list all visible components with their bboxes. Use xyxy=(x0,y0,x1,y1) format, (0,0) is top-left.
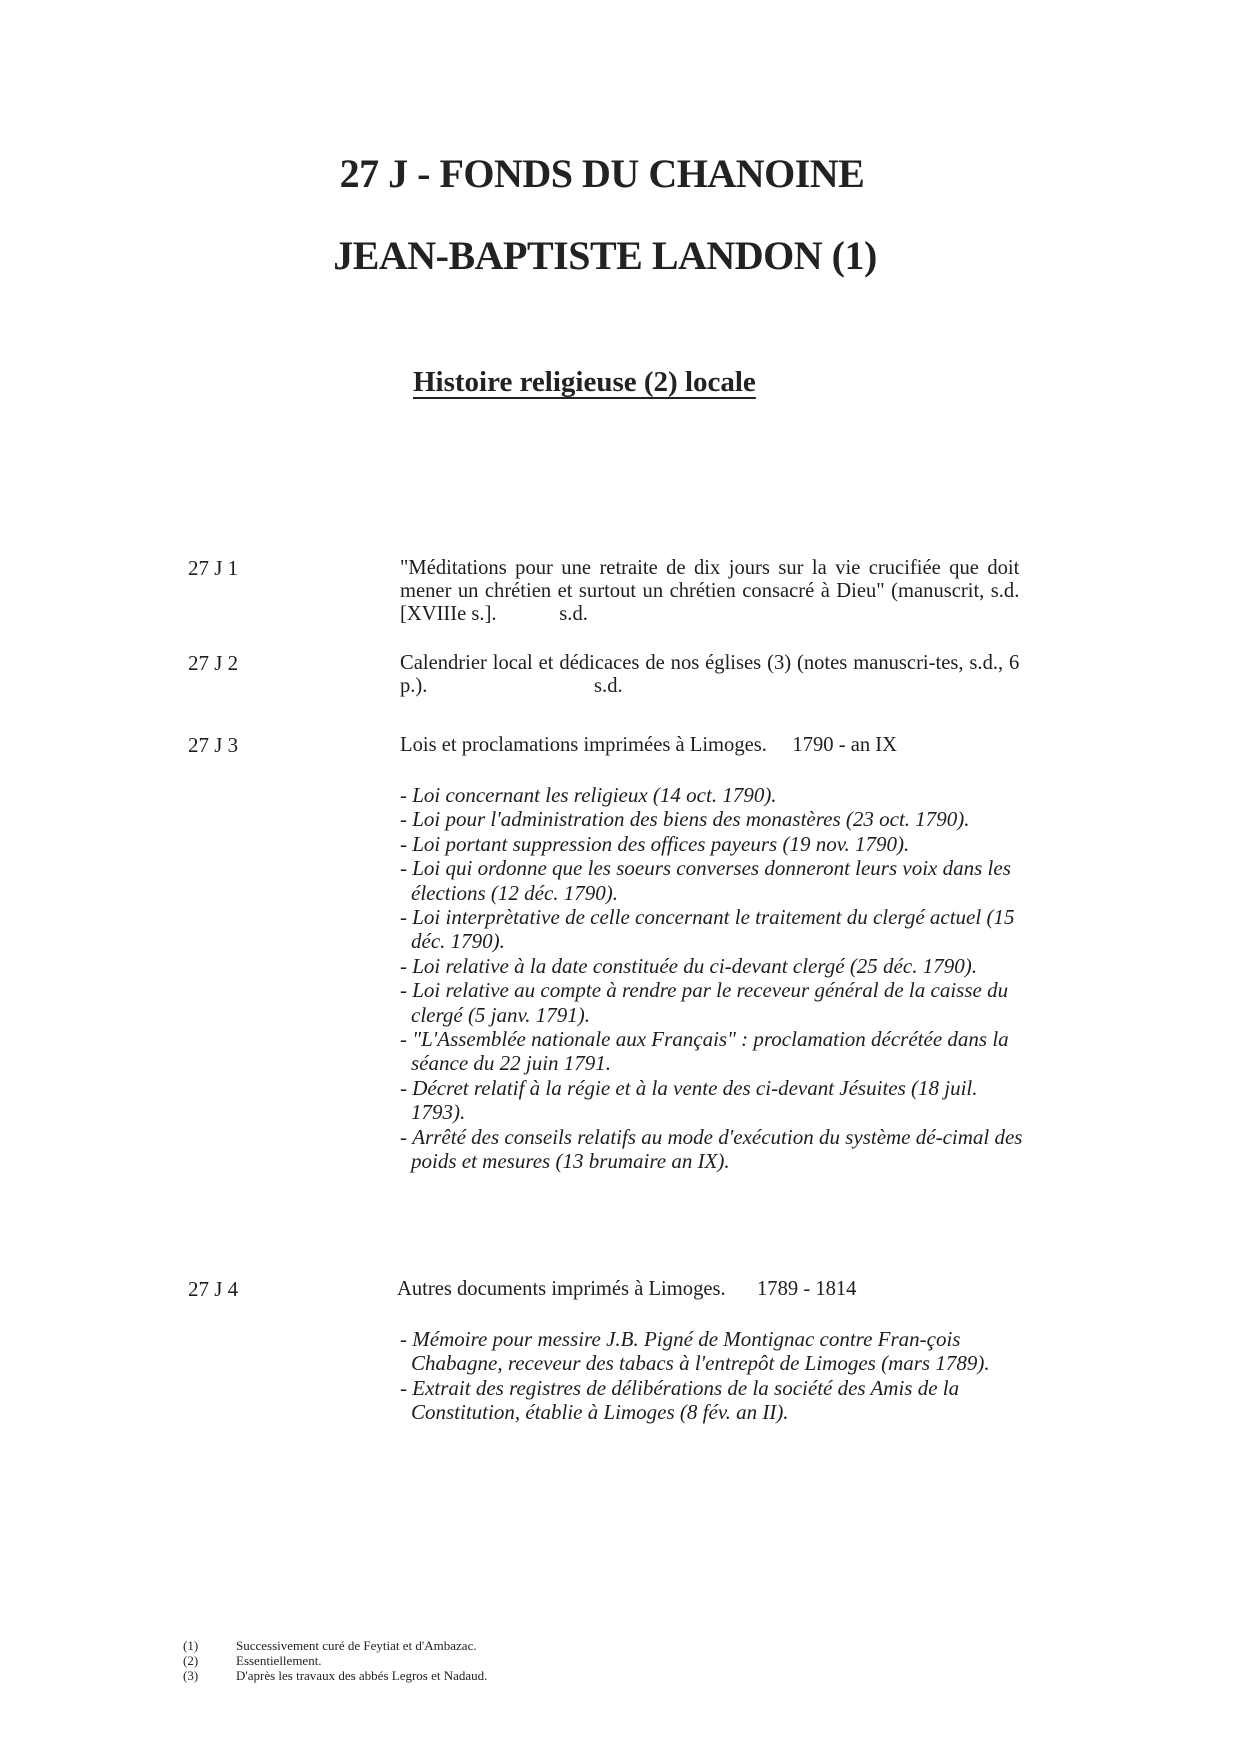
entry-description xyxy=(400,733,1019,756)
entry-description-text: Calendrier local et dédicaces de nos églises (3) (notes manuscri-tes, s.d., 6 p.). xyxy=(400,650,1020,697)
entry-item-list xyxy=(400,1327,1032,1425)
list-item-text: Décret relatif à la régie et à la vente des ci-devant Jésuites (18 juil. 1793). xyxy=(411,1075,978,1125)
entry-code: 27 J 2 xyxy=(188,651,239,675)
footnote xyxy=(183,1668,487,1683)
list-item: - Mémoire pour messire J.B. Pigné de Montignac contre Fran-çois Chabagne, receveur des tabacs à l'entrepôt de Limoges (mars 1789). xyxy=(400,1327,990,1376)
entry-description-text: "Méditations pour une retraite de dix jours sur la vie crucifiée que doit mener un chrétien et surtout un chrétien consacré à Dieu" (manuscrit, s.d. [XVIIIe s.]. xyxy=(400,555,1020,625)
entry-description-text: Autres documents imprimés à Limoges. xyxy=(397,1276,726,1300)
section-title: Histoire religieuse (2) locale xyxy=(413,366,756,398)
footnotes xyxy=(183,1638,487,1683)
entry-description xyxy=(400,556,1019,625)
entry-date: s.d. xyxy=(559,601,588,625)
list-item: - Loi relative au compte à rendre par le receveur général de la caisse du clergé (5 janv. 1791). xyxy=(400,978,1009,1027)
entry-description-text: Lois et proclamations imprimées à Limoges. xyxy=(400,732,767,756)
list-item-text: Loi concernant les religieux (14 oct. 1790). xyxy=(412,783,777,807)
list-item: - Décret relatif à la régie et à la vente des ci-devant Jésuites (18 juil. 1793). xyxy=(400,1075,978,1125)
footnote-number: (1) xyxy=(183,1638,199,1653)
list-item-text: Loi qui ordonne que les soeurs converses donneront leurs voix dans les élections (12 déc. 1790). xyxy=(411,856,1011,905)
list-item: - Extrait des registres de délibérations de la société des Amis de la Constitution, établie à Limoges (8 fév. an II). xyxy=(400,1375,960,1425)
list-item-text: Loi portant suppression des offices payeurs (19 nov. 1790). xyxy=(412,831,910,856)
footnote-number: (3) xyxy=(183,1668,199,1683)
list-item-text: Loi interprètative de celle concernant le traitement du clergé actuel (15 déc. 1790). xyxy=(411,905,1015,954)
list-item: - Loi portant suppression des offices payeurs (19 nov. 1790). xyxy=(400,831,910,856)
list-item-text: Loi relative à la date constituée du ci-devant clergé (25 déc. 1790). xyxy=(412,953,977,978)
list-item: - Loi interprètative de celle concernant le traitement du clergé actuel (15 déc. 1790). xyxy=(400,905,1015,954)
entry-description xyxy=(397,1277,1016,1300)
list-item: - "L'Assemblée nationale aux Français" : proclamation décrétée dans la séance du 22 juin 1791. xyxy=(400,1027,1009,1076)
footnote-text: Essentiellement. xyxy=(236,1653,322,1668)
footnote-number: (2) xyxy=(183,1653,199,1668)
footnote xyxy=(183,1653,487,1668)
footnote-text: D'après les travaux des abbés Legros et Nadaud. xyxy=(236,1668,488,1683)
list-item: - Loi pour l'administration des biens des monastères (23 oct. 1790). xyxy=(400,807,970,832)
list-item-text: "L'Assemblée nationale aux Français" : proclamation décrétée dans la séance du 22 juin 1791. xyxy=(411,1027,1009,1076)
list-item: - Loi concernant les religieux (14 oct. 1790). xyxy=(400,783,777,807)
entry-code: 27 J 3 xyxy=(188,733,239,757)
footnote-text: Successivement curé de Feytiat et d'Ambazac. xyxy=(236,1638,477,1653)
list-item: - Loi qui ordonne que les soeurs converses donneront leurs voix dans les élections (12 déc. 1790). xyxy=(400,856,1011,905)
list-item-text: Arrêté des conseils relatifs au mode d'exécution du système dé-cimal des poids et mesures (13 brumaire an IX). xyxy=(411,1124,1023,1174)
entry-date: s.d. xyxy=(594,673,623,697)
entry-code: 27 J 4 xyxy=(188,1277,239,1301)
entry-item-list xyxy=(400,783,1032,1174)
list-item-text: Loi pour l'administration des biens des monastères (23 oct. 1790). xyxy=(412,807,970,832)
list-item-text: Loi relative au compte à rendre par le receveur général de la caisse du clergé (5 janv. 1791). xyxy=(411,978,1009,1027)
entry-code: 27 J 1 xyxy=(188,556,239,580)
entry-description xyxy=(400,651,1019,697)
title-line-2: JEAN-BAPTISTE LANDON (1) xyxy=(333,233,877,278)
list-item-text: Extrait des registres de délibérations de la société des Amis de la Constitution, établie à Limoges (8 fév. an II). xyxy=(411,1375,960,1425)
footnote xyxy=(183,1638,487,1653)
list-item: - Loi relative à la date constituée du ci-devant clergé (25 déc. 1790). xyxy=(400,953,977,978)
entry-date: 1790 - an IX xyxy=(792,732,898,756)
list-item: - Arrêté des conseils relatifs au mode d'exécution du système dé-cimal des poids et mesures (13 brumaire an IX). xyxy=(400,1124,1023,1174)
list-item-text: Mémoire pour messire J.B. Pigné de Montignac contre Fran-çois Chabagne, receveur des tabacs à l'entrepôt de Limoges (mars 1789). xyxy=(411,1327,990,1376)
title-line-1: 27 J - FONDS DU CHANOINE xyxy=(339,151,865,196)
entry-date: 1789 - 1814 xyxy=(757,1276,857,1300)
